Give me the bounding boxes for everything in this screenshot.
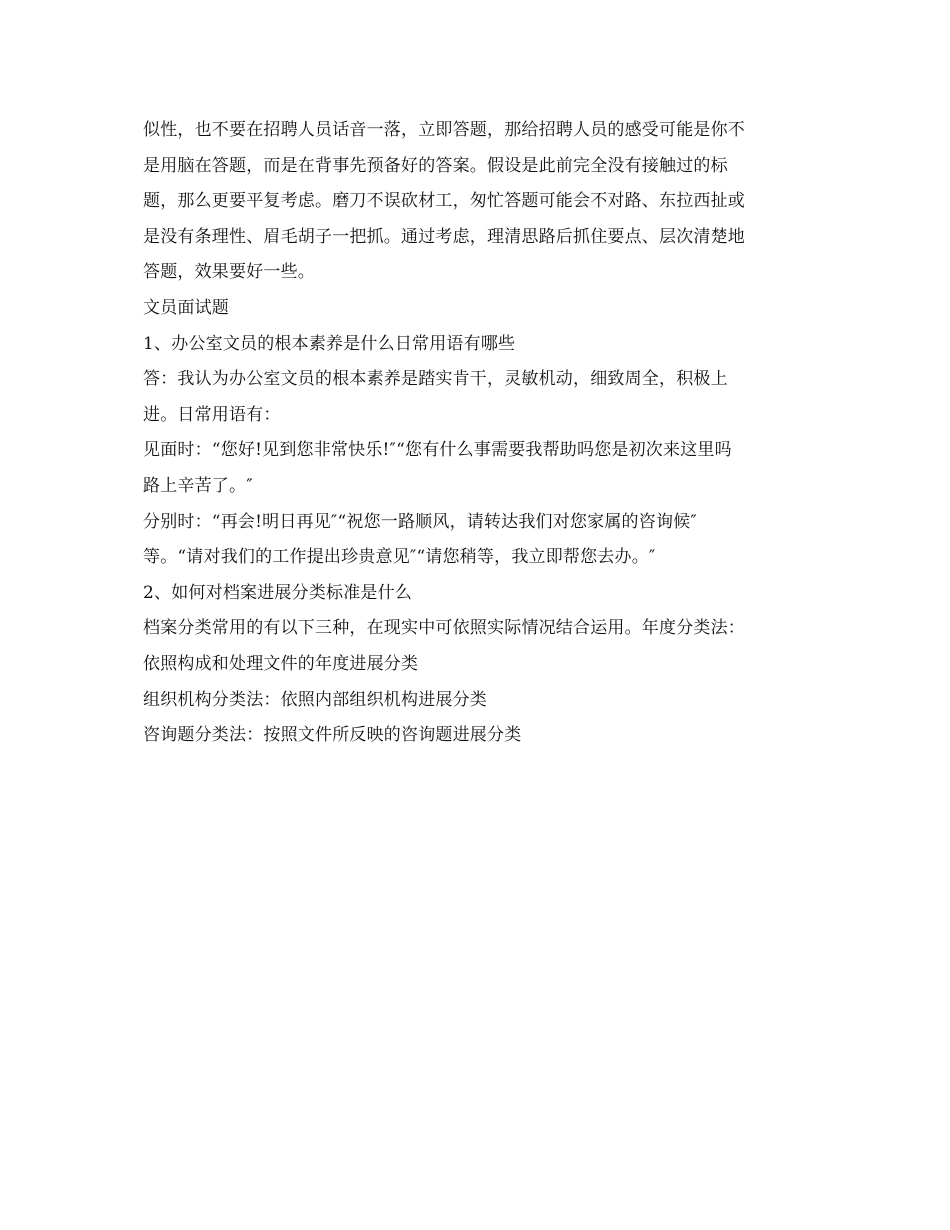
text-line: 似性，也不要在招聘人员话音一落，立即答题，那给招聘人员的感受可能是你不 xyxy=(143,120,745,140)
question-heading: 2、如何对档案进展分类标准是什么 xyxy=(143,582,413,603)
text-line: 组织机构分类法：依照内部组织机构进展分类 xyxy=(143,689,487,710)
section-heading: 文员面试题 xyxy=(143,297,229,318)
text-line: 咨询题分类法：按照文件所反映的咨询题进展分类 xyxy=(143,725,522,746)
text-line: 是没有条理性、眉毛胡子一把抓。通过考虑，理清思路后抓住要点、层次清楚地 xyxy=(143,226,745,247)
text-line: 答题，效果要好一些。 xyxy=(143,262,315,283)
text-line: 是用脑在答题，而是在背事先预备好的答案。假设是此前完全没有接触过的标 xyxy=(143,155,728,176)
text-line: 依照构成和处理文件的年度进展分类 xyxy=(143,653,419,674)
text-line: 见面时：“您好!见到您非常快乐!″“您有什么事需要我帮助吗您是初次来这里吗 xyxy=(143,440,732,461)
text-line: 题，那么更要平复考虑。磨刀不误砍材工，匆忙答题可能会不对路、东拉西扯或 xyxy=(143,191,745,212)
text-line: 进。日常用语有： xyxy=(143,404,281,425)
body-text xyxy=(143,113,808,754)
text-line: 等。“请对我们的工作提出珍贵意见″“请您稍等，我立即帮您去办。″ xyxy=(143,547,656,568)
question-heading: 1、办公室文员的根本素养是什么日常用语有哪些 xyxy=(143,333,516,354)
text-line: 分别时：“再会!明日再见″“祝您一路顺风，请转达我们对您家属的咨询候″ xyxy=(143,511,697,532)
text-line: 答：我认为办公室文员的根本素养是踏实肯干，灵敏机动，细致周全，积极上 xyxy=(143,369,728,390)
text-line: 路上辛苦了。″ xyxy=(143,475,253,496)
text-line: 档案分类常用的有以下三种，在现实中可依照实际情况结合运用。年度分类法： xyxy=(143,618,745,639)
